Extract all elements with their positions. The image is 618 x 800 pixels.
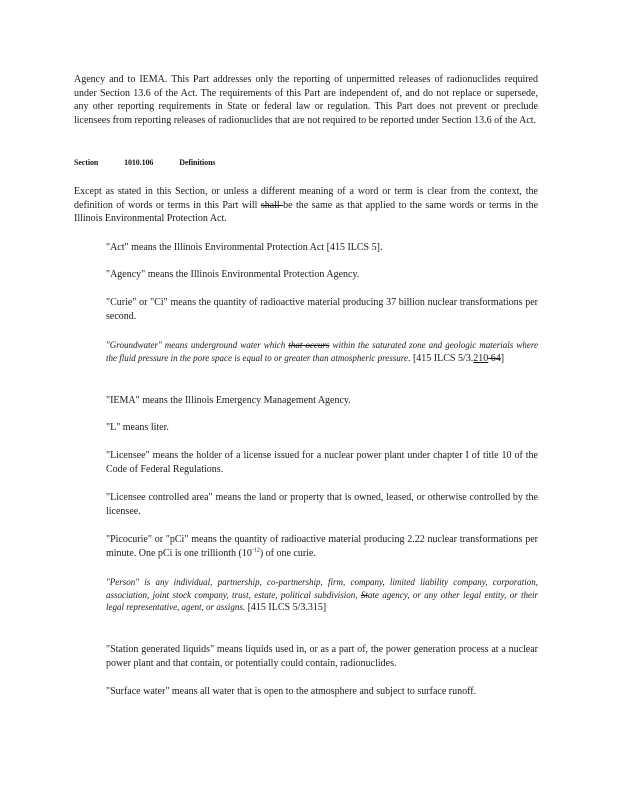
definition-act: "Act" means the Illinois Environmental Protection Act [415 ILCS 5]. bbox=[106, 242, 383, 253]
definition-picocurie: "Picocurie" or "pCi" means the quantity of radioactive material producing 2.22 nuclear transformations per minute. One pCi is one trillionth $(10^{-12})$ of one curie. bbox=[106, 534, 538, 559]
definition-curie: "Curie" or "Ci" means the quantity of radioactive material producing 37 billion nuclear transformations per second. bbox=[106, 297, 538, 322]
section-number: 1010.106 bbox=[124, 158, 154, 167]
definition-groundwater: "Groundwater" means underground water which that occurs within the saturated zone and geologic materials where the fluid pressure in the pore space is equal to or greater than atmospheric pressure. [415 ILCS 5/3.210 64] bbox=[106, 340, 539, 364]
section-title: Definitions bbox=[179, 158, 216, 167]
definition-liter: "L" means liter. bbox=[106, 422, 169, 433]
definition-person: "Person" is any individual, partnership, co-partnership, firm, company, limited liability company, corporation, association, joint stock company, trust, estate, political subdivision, State agency, or any other legal entity, or their legal representative, agent, or assigns. [415 ILCS 5/3.315] bbox=[106, 577, 538, 613]
definition-surface-water: "Surface water" means all water that is open to the atmosphere and subject to surface runoff. bbox=[106, 686, 477, 697]
definition-station-generated-liquids: "Station generated liquids" means liquids used in, or as a part of, the power generation process at a nuclear power plant and that contain, or potentially could contain, radionuclides. bbox=[106, 644, 538, 669]
definitions-preamble: Except as stated in this Section, or unless a different meaning of a word or term is clear from the context, the definition of words or terms in this Part will shall be the same as that applied to the same words or terms in the Illinois Environmental Protection Act. bbox=[74, 186, 539, 224]
section-label: Section bbox=[74, 158, 99, 167]
definition-licensee: "Licensee" means the holder of a license issued for a nuclear power plant under chapter I of title 10 of the Code of Federal Regulations. bbox=[106, 450, 538, 475]
intro-paragraph: Agency and to IEMA. This Part addresses only the reporting of unpermitted releases of radionuclides required under Section 13.6 of the Act. The requirements of this Part are independent of, and do not replace or supersede, any other reporting requirements in State or federal law or regulation. This Part does not prevent or preclude licensees from reporting releases of radionuclides that are not required to be reported under Section 13.6 of the Act. bbox=[74, 74, 538, 126]
definition-licensee-controlled-area: "Licensee controlled area" means the land or property that is owned, leased, or otherwise controlled by the licensee. bbox=[106, 492, 538, 517]
section-heading bbox=[74, 158, 215, 167]
struck-text: shall bbox=[260, 199, 284, 211]
definition-iema: "IEMA" means the Illinois Emergency Management Agency. bbox=[106, 395, 351, 406]
definition-agency: "Agency" means the Illinois Environmental Protection Agency. bbox=[106, 269, 360, 280]
